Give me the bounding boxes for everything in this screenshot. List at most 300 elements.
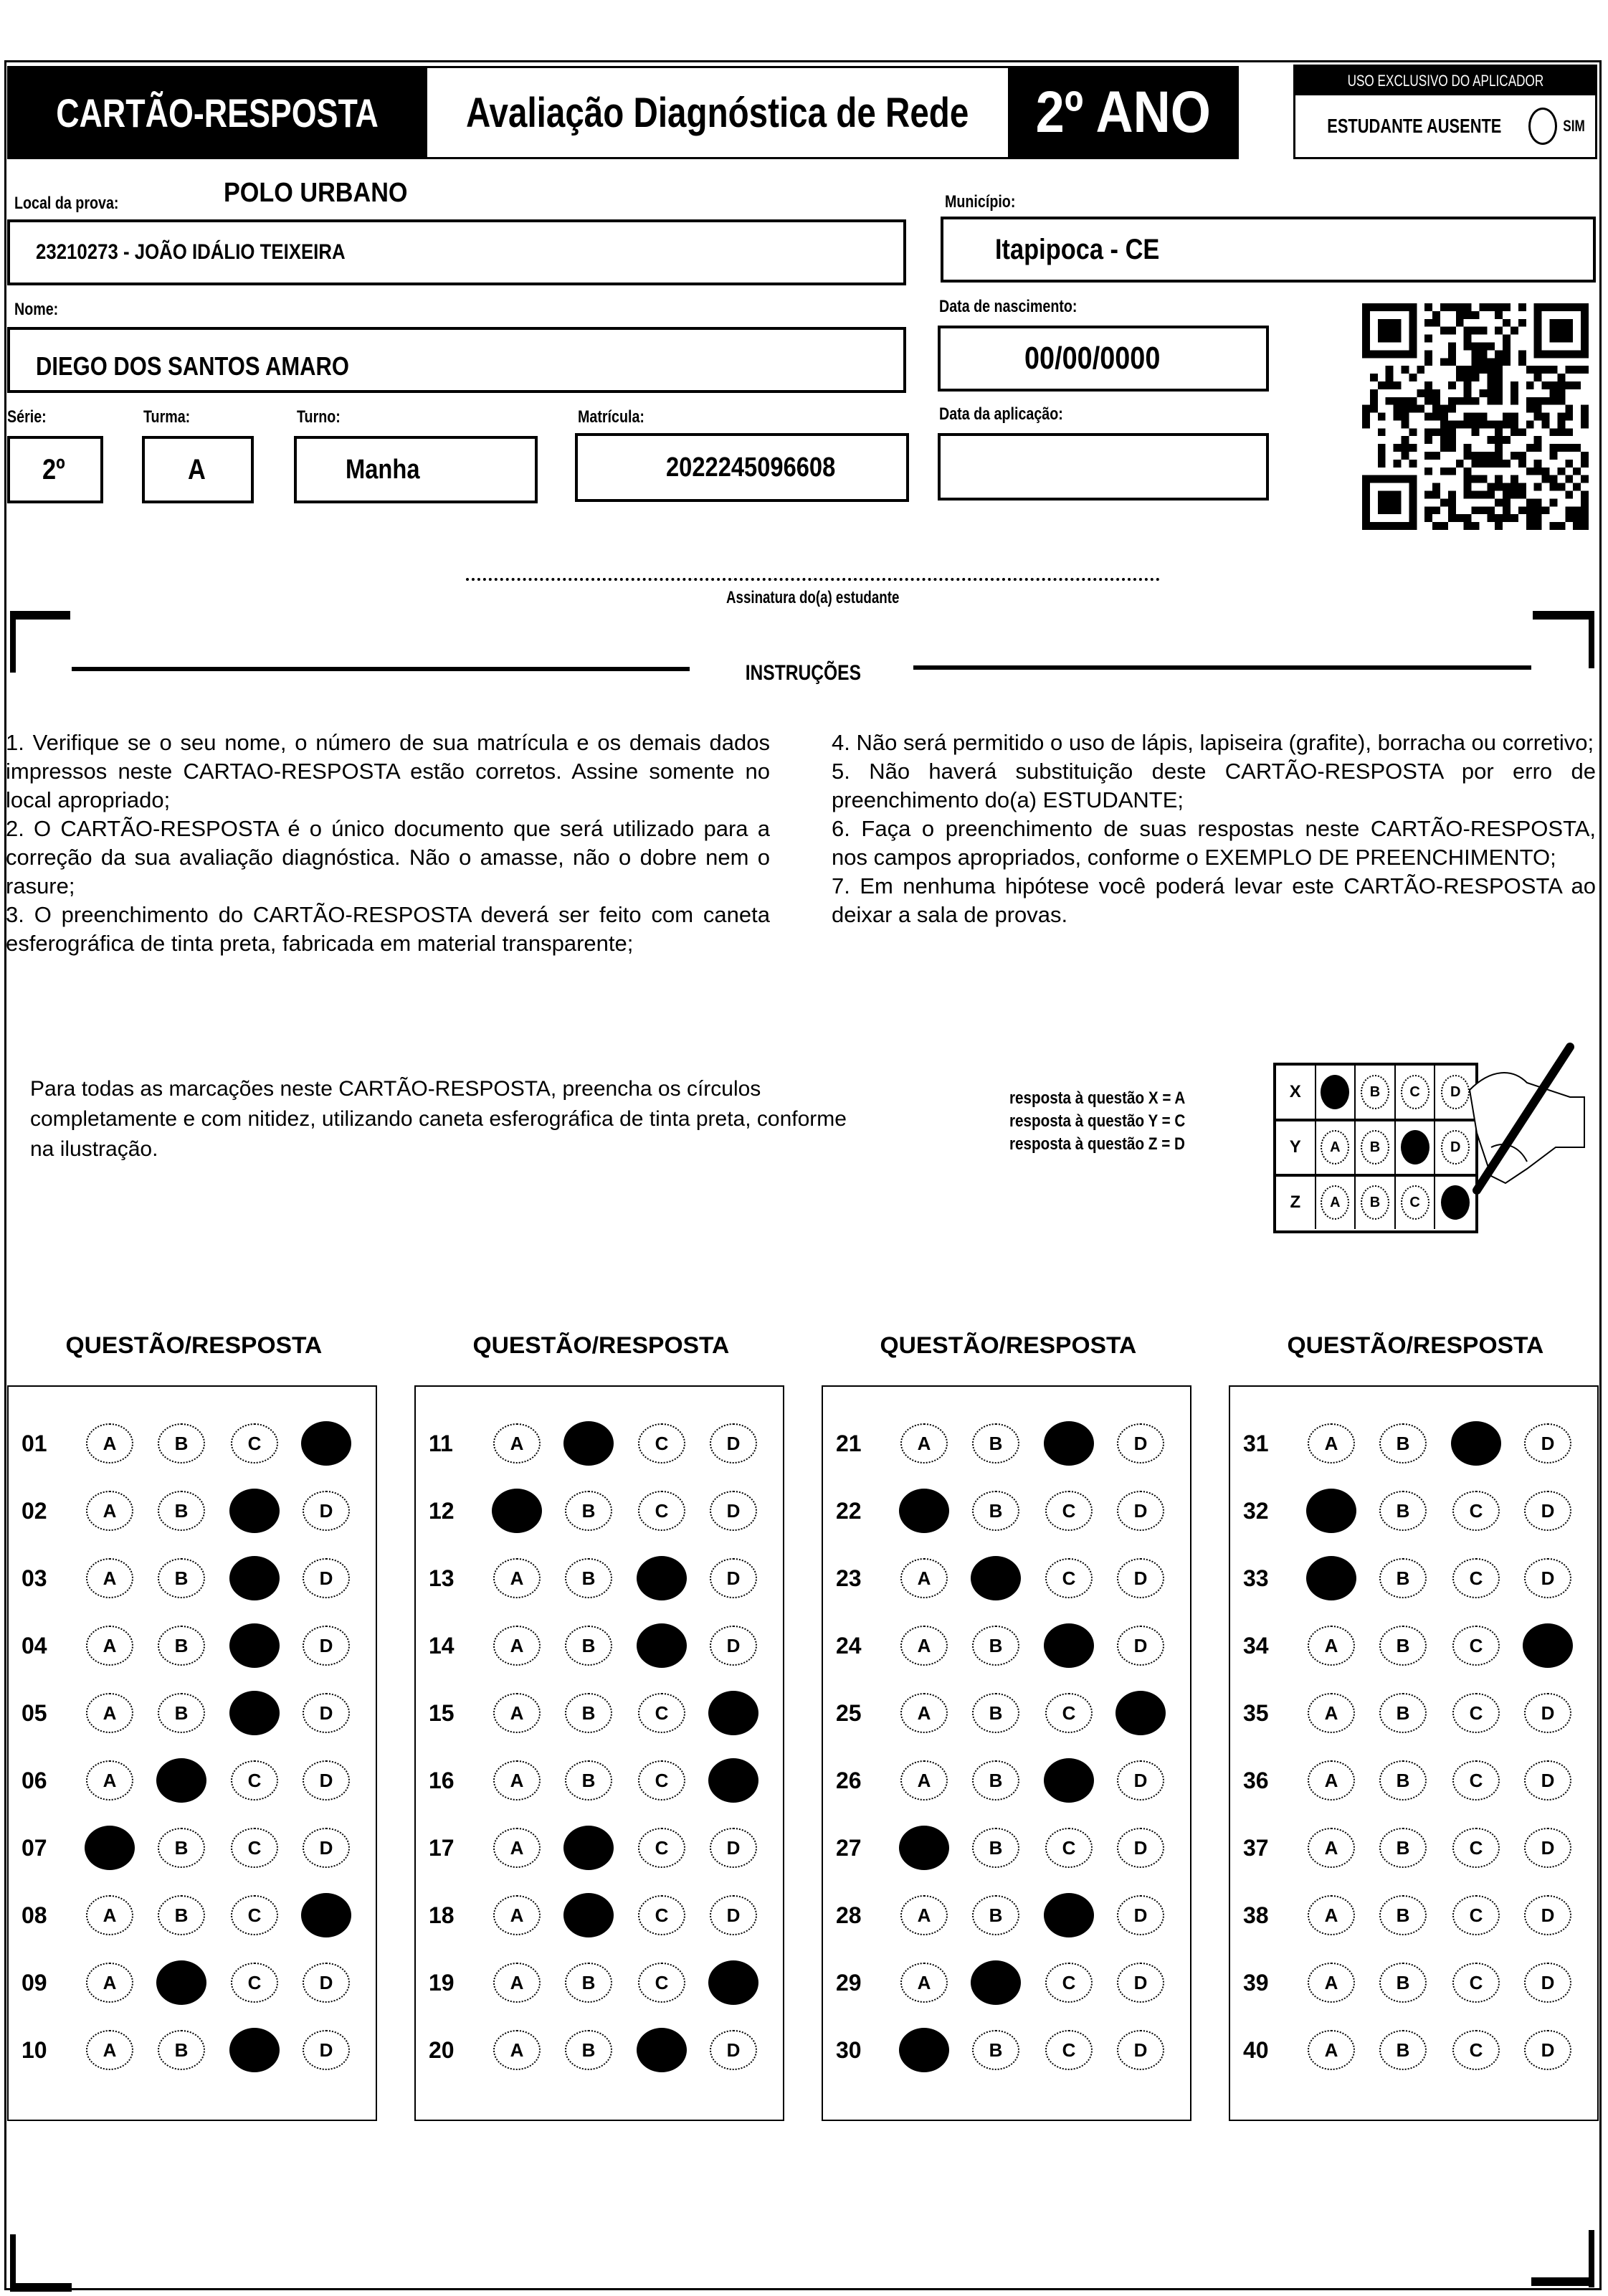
answer-bubble-20-a[interactable]: A [493, 2030, 541, 2070]
question-row [416, 1882, 783, 1949]
answer-bubble-07-d[interactable]: D [303, 1828, 350, 1868]
question-number: 35 [1243, 1699, 1269, 1726]
answer-bubble-29-c[interactable]: C [1045, 1963, 1093, 2003]
answer-bubble-03-c[interactable] [229, 1556, 280, 1600]
answer-bubble-30-a[interactable] [899, 2028, 949, 2072]
answer-bubble-28-c[interactable] [1044, 1893, 1094, 1937]
example-cell [1316, 1176, 1356, 1229]
question-row [1230, 1747, 1597, 1814]
registration-mark-top-left-vert [10, 611, 16, 673]
answer-bubble-13-c[interactable] [637, 1556, 687, 1600]
example-legend-item: resposta à questão Y = C [1009, 1111, 1186, 1131]
question-row [823, 1679, 1190, 1747]
answer-bubble-17-c[interactable]: C [638, 1828, 685, 1868]
answer-bubble-08-c[interactable]: C [231, 1895, 278, 1935]
answer-bubble-01-d[interactable] [301, 1421, 351, 1466]
question-row [823, 1410, 1190, 1477]
answer-bubble-10-d[interactable]: D [303, 2030, 350, 2070]
registration-mark-top-left [10, 611, 70, 620]
grade-badge [1008, 66, 1239, 159]
answer-bubble-03-a[interactable]: A [86, 1558, 133, 1598]
nascimento-label: Data de nascimento: [939, 297, 1077, 316]
question-number: 04 [22, 1632, 47, 1659]
answer-bubble-23-b[interactable] [971, 1556, 1021, 1600]
question-number: 30 [836, 2036, 862, 2063]
answer-bubble-04-d[interactable]: D [303, 1626, 350, 1666]
answer-bubble-05-c[interactable] [229, 1691, 280, 1735]
question-row [1230, 1949, 1597, 2016]
aplicacao-label: Data da aplicação: [939, 404, 1063, 424]
answer-bubble-38-b[interactable]: B [1379, 1895, 1427, 1935]
answer-bubble-21-b[interactable]: B [972, 1423, 1019, 1464]
answer-bubble-14-b[interactable]: B [565, 1626, 612, 1666]
question-row [9, 1477, 376, 1545]
nascimento-field [938, 326, 1269, 392]
answer-bubble-05-b[interactable]: B [158, 1693, 205, 1733]
question-row [416, 2016, 783, 2084]
answer-bubble-10-c[interactable] [229, 2028, 280, 2072]
answer-bubble-25-d[interactable] [1115, 1691, 1166, 1735]
question-row [1230, 2016, 1597, 2084]
answer-bubble-16-c[interactable]: C [638, 1760, 685, 1801]
answer-bubble-29-d[interactable]: D [1117, 1963, 1164, 2003]
answer-bubble-39-b[interactable]: B [1379, 1963, 1427, 2003]
instruction-item: 1. Verifique se o seu nome, o número de sua matrícula e os demais dados impressos neste CARTAO-RESPOSTA estão corretos. Assine somente no local apropriado; [6, 730, 770, 812]
answer-bubble-20-c[interactable] [637, 2028, 687, 2072]
answer-bubble-22-d[interactable]: D [1117, 1491, 1164, 1531]
answer-panel [414, 1385, 784, 2121]
turma-label: Turma: [143, 407, 191, 427]
serie-field [7, 436, 103, 503]
answer-bubble-28-b[interactable]: B [972, 1895, 1019, 1935]
answer-bubble-20-d[interactable]: D [710, 2030, 757, 2070]
answer-bubble-02-a[interactable]: A [86, 1491, 133, 1531]
municipio-value: Itapipoca - CE [995, 233, 1160, 265]
answer-bubble-25-a[interactable]: A [900, 1693, 948, 1733]
answer-bubble-17-a[interactable]: A [493, 1828, 541, 1868]
fill-instruction: Para todas as marcações neste CARTÃO-RESPOSTA, preencha os círculos completamente e com nitidez, utilizando caneta esferográfica de tinta preta, conforme na ilustração. [30, 1077, 847, 1161]
question-number: 34 [1243, 1632, 1269, 1659]
answer-bubble-11-d[interactable]: D [710, 1423, 757, 1464]
question-number: 38 [1243, 1902, 1269, 1928]
answer-bubble-36-a[interactable]: A [1308, 1760, 1355, 1801]
instruction-item: 2. O CARTÃO-RESPOSTA é o único documento que será utilizado para a correção da sua avaliação diagnóstica. Não o amasse, não o dobre nem o rasure; [6, 816, 770, 898]
question-number: 17 [429, 1834, 455, 1861]
example-bubble-x-b: B [1361, 1075, 1389, 1109]
answer-bubble-36-d[interactable]: D [1524, 1760, 1571, 1801]
answer-bubble-35-d[interactable]: D [1524, 1693, 1571, 1733]
answer-bubble-40-a[interactable]: A [1308, 2030, 1355, 2070]
answer-bubble-07-a[interactable] [85, 1826, 135, 1870]
question-number: 39 [1243, 1969, 1269, 1996]
question-row [1230, 1882, 1597, 1949]
question-number: 28 [836, 1902, 862, 1928]
answer-bubble-30-c[interactable]: C [1045, 2030, 1093, 2070]
local-value: POLO URBANO [224, 178, 408, 208]
question-number: 07 [22, 1834, 47, 1861]
question-row [9, 1747, 376, 1814]
answer-bubble-31-c[interactable] [1451, 1421, 1501, 1466]
answer-bubble-26-a[interactable]: A [900, 1760, 948, 1801]
answer-bubble-01-c[interactable]: C [231, 1423, 278, 1464]
example-legend-item: resposta à questão Z = D [1009, 1134, 1185, 1154]
answer-bubble-32-c[interactable]: C [1452, 1491, 1500, 1531]
answer-bubble-21-a[interactable]: A [900, 1423, 948, 1464]
answer-bubble-10-a[interactable]: A [86, 2030, 133, 2070]
question-row [823, 1882, 1190, 1949]
answer-bubble-39-c[interactable]: C [1452, 1963, 1500, 2003]
example-bubble-z-a: A [1321, 1185, 1349, 1220]
answer-bubble-34-a[interactable]: A [1308, 1626, 1355, 1666]
example-cell [1316, 1066, 1356, 1119]
question-row [823, 1814, 1190, 1882]
question-row [9, 1410, 376, 1477]
example-legend [1009, 1087, 1214, 1156]
answer-bubble-27-a[interactable] [899, 1826, 949, 1870]
local-label: Local da prova: [14, 194, 119, 213]
answer-bubble-02-b[interactable]: B [158, 1491, 205, 1531]
answer-bubble-23-a[interactable]: A [900, 1558, 948, 1598]
answer-bubble-05-a[interactable]: A [86, 1693, 133, 1733]
question-number: 24 [836, 1632, 862, 1659]
matricula-label: Matrícula: [578, 407, 644, 427]
answer-bubble-04-b[interactable]: B [158, 1626, 205, 1666]
answer-bubble-18-d[interactable]: D [710, 1895, 757, 1935]
answer-bubble-15-b[interactable]: B [565, 1693, 612, 1733]
question-number: 31 [1243, 1430, 1269, 1456]
answer-bubble-10-b[interactable]: B [158, 2030, 205, 2070]
answer-bubble-23-c[interactable]: C [1045, 1558, 1093, 1598]
signature-line[interactable] [466, 578, 1160, 581]
answer-bubble-23-d[interactable]: D [1117, 1558, 1164, 1598]
answer-bubble-33-d[interactable]: D [1524, 1558, 1571, 1598]
instructions-rule-right [913, 665, 1531, 670]
example-bubble-x-a [1321, 1075, 1349, 1109]
answer-bubble-40-c[interactable]: C [1452, 2030, 1500, 2070]
answer-bubble-36-c[interactable]: C [1452, 1760, 1500, 1801]
question-row [1230, 1410, 1597, 1477]
question-row [823, 2016, 1190, 2084]
turma-field [142, 436, 254, 503]
answer-bubble-38-d[interactable]: D [1524, 1895, 1571, 1935]
question-number: 16 [429, 1767, 455, 1793]
answer-bubble-16-a[interactable]: A [493, 1760, 541, 1801]
answer-bubble-13-a[interactable]: A [493, 1558, 541, 1598]
answer-bubble-22-c[interactable]: C [1045, 1491, 1093, 1531]
applicator-box-title [1295, 67, 1595, 95]
example-cell [1356, 1121, 1396, 1174]
question-number: 15 [429, 1699, 455, 1726]
question-row [9, 1612, 376, 1679]
question-number: 18 [429, 1902, 455, 1928]
example-bubble-y-a: A [1321, 1130, 1349, 1164]
answer-bubble-28-a[interactable]: A [900, 1895, 948, 1935]
answer-bubble-33-b[interactable]: B [1379, 1558, 1427, 1598]
question-row [416, 1814, 783, 1882]
answer-bubble-26-d[interactable]: D [1117, 1760, 1164, 1801]
question-number: 02 [22, 1497, 47, 1524]
answer-bubble-34-c[interactable]: C [1452, 1626, 1500, 1666]
answer-bubble-14-d[interactable]: D [710, 1626, 757, 1666]
answer-bubble-09-c[interactable]: C [231, 1963, 278, 2003]
question-number: 37 [1243, 1834, 1269, 1861]
answer-bubble-01-a[interactable]: A [86, 1423, 133, 1464]
answer-bubble-36-b[interactable]: B [1379, 1760, 1427, 1801]
answer-bubble-19-d[interactable] [708, 1960, 758, 2005]
answer-bubble-06-c[interactable]: C [231, 1760, 278, 1801]
answer-bubble-19-b[interactable]: B [565, 1963, 612, 2003]
answer-bubble-28-d[interactable]: D [1117, 1895, 1164, 1935]
answer-bubble-29-a[interactable]: A [900, 1963, 948, 2003]
answer-bubble-39-a[interactable]: A [1308, 1963, 1355, 2003]
answer-bubble-27-d[interactable]: D [1117, 1828, 1164, 1868]
qr-code [1362, 303, 1589, 531]
answer-bubble-22-b[interactable]: B [972, 1491, 1019, 1531]
answer-bubble-19-c[interactable]: C [638, 1963, 685, 2003]
answer-bubble-37-c[interactable]: C [1452, 1828, 1500, 1868]
answer-bubble-11-a[interactable]: A [493, 1423, 541, 1464]
answer-bubble-05-d[interactable]: D [303, 1693, 350, 1733]
question-row [416, 1612, 783, 1679]
example-bubble-y-b: B [1361, 1130, 1389, 1164]
answer-bubble-13-d[interactable]: D [710, 1558, 757, 1598]
answer-bubble-31-a[interactable]: A [1308, 1423, 1355, 1464]
answer-bubble-06-d[interactable]: D [303, 1760, 350, 1801]
example-row-label: Y [1276, 1121, 1316, 1174]
question-number: 03 [22, 1565, 47, 1591]
answer-bubble-19-a[interactable]: A [493, 1963, 541, 2003]
answer-bubble-26-b[interactable]: B [972, 1760, 1019, 1801]
answer-bubble-21-c[interactable] [1044, 1421, 1094, 1466]
answer-bubble-03-d[interactable]: D [303, 1558, 350, 1598]
instructions-left-column [6, 729, 770, 958]
question-number: 08 [22, 1902, 47, 1928]
evaluation-title-box [427, 66, 1008, 159]
answer-bubble-09-a[interactable]: A [86, 1963, 133, 2003]
answer-bubble-34-d[interactable] [1523, 1623, 1573, 1668]
column-header: QUESTÃO/RESPOSTA [65, 1332, 322, 1358]
question-row [9, 2016, 376, 2084]
student-absent-bubble[interactable] [1528, 108, 1557, 145]
question-number: 14 [429, 1632, 455, 1659]
answer-bubble-37-d[interactable]: D [1524, 1828, 1571, 1868]
answer-bubble-37-b[interactable]: B [1379, 1828, 1427, 1868]
answer-bubble-09-d[interactable]: D [303, 1963, 350, 2003]
answer-bubble-12-a[interactable] [492, 1489, 542, 1533]
answer-bubble-32-d[interactable]: D [1524, 1491, 1571, 1531]
answer-bubble-24-c[interactable] [1044, 1623, 1094, 1668]
answer-bubble-35-a[interactable]: A [1308, 1693, 1355, 1733]
answer-bubble-26-c[interactable] [1044, 1758, 1094, 1803]
answer-bubble-15-c[interactable]: C [638, 1693, 685, 1733]
answer-bubble-15-a[interactable]: A [493, 1693, 541, 1733]
answer-bubble-35-c[interactable]: C [1452, 1693, 1500, 1733]
answer-bubble-15-d[interactable] [708, 1691, 758, 1735]
answer-bubble-33-a[interactable] [1306, 1556, 1356, 1600]
nome-field [7, 327, 906, 393]
answer-bubble-35-b[interactable]: B [1379, 1693, 1427, 1733]
answer-bubble-32-a[interactable] [1306, 1489, 1356, 1533]
answer-bubble-06-a[interactable]: A [86, 1760, 133, 1801]
answer-bubble-30-d[interactable]: D [1117, 2030, 1164, 2070]
question-row [1230, 1814, 1597, 1882]
answer-bubble-14-a[interactable]: A [493, 1626, 541, 1666]
municipio-field [941, 217, 1596, 283]
answer-bubble-24-b[interactable]: B [972, 1626, 1019, 1666]
hand-pen-illustration [1448, 1040, 1592, 1212]
answer-bubble-25-c[interactable]: C [1045, 1693, 1093, 1733]
answer-bubble-33-c[interactable]: C [1452, 1558, 1500, 1598]
question-number: 01 [22, 1430, 47, 1456]
answer-bubble-18-b[interactable] [563, 1893, 614, 1937]
answer-bubble-12-b[interactable]: B [565, 1491, 612, 1531]
example-bubble-y-c [1401, 1130, 1429, 1164]
question-number: 19 [429, 1969, 455, 1996]
grade-badge-text: 2º ANO [1035, 80, 1212, 145]
example-row-label: X [1276, 1066, 1316, 1119]
question-number: 26 [836, 1767, 862, 1793]
answer-bubble-30-b[interactable]: B [972, 2030, 1019, 2070]
question-row [9, 1545, 376, 1612]
answer-bubble-18-c[interactable]: C [638, 1895, 685, 1935]
answer-bubble-31-b[interactable]: B [1379, 1423, 1427, 1464]
answer-bubble-07-c[interactable]: C [231, 1828, 278, 1868]
question-number: 33 [1243, 1565, 1269, 1591]
answer-bubble-01-b[interactable]: B [158, 1423, 205, 1464]
instruction-item: 6. Faça o preenchimento de suas respostas neste CARTÃO-RESPOSTA, nos campos apropriados, conforme o EXEMPLO DE PREENCHIMENTO; [832, 816, 1596, 870]
answer-bubble-22-a[interactable] [899, 1489, 949, 1533]
question-row [1230, 1477, 1597, 1545]
evaluation-title: Avaliação Diagnóstica de Rede [466, 89, 969, 136]
answer-bubble-11-c[interactable]: C [638, 1423, 685, 1464]
signature-label: Assinatura do(a) estudante [726, 588, 900, 607]
column-header: QUESTÃO/RESPOSTA [1287, 1332, 1543, 1358]
answer-bubble-31-d[interactable]: D [1524, 1423, 1571, 1464]
answer-bubble-06-b[interactable] [156, 1758, 206, 1803]
answer-bubble-08-a[interactable]: A [86, 1895, 133, 1935]
example-row [1276, 1176, 1475, 1229]
answer-bubble-13-b[interactable]: B [565, 1558, 612, 1598]
answer-bubble-08-d[interactable] [301, 1893, 351, 1937]
answer-bubble-25-b[interactable]: B [972, 1693, 1019, 1733]
answer-bubble-21-d[interactable]: D [1117, 1423, 1164, 1464]
question-row [9, 1814, 376, 1882]
answer-bubble-40-d[interactable]: D [1524, 2030, 1571, 2070]
student-absent-row [1295, 95, 1595, 157]
example-cell [1356, 1176, 1396, 1229]
card-title: CARTÃO-RESPOSTA [56, 90, 379, 136]
answer-bubble-34-b[interactable]: B [1379, 1626, 1427, 1666]
answer-bubble-07-b[interactable]: B [158, 1828, 205, 1868]
answer-bubble-03-b[interactable]: B [158, 1558, 205, 1598]
aplicacao-field[interactable] [938, 433, 1269, 501]
answer-bubble-04-a[interactable]: A [86, 1626, 133, 1666]
question-row [1230, 1612, 1597, 1679]
answer-bubble-40-b[interactable]: B [1379, 2030, 1427, 2070]
nome-label: Nome: [14, 300, 59, 319]
nascimento-value: 00/00/0000 [1024, 341, 1161, 376]
answer-bubble-27-c[interactable]: C [1045, 1828, 1093, 1868]
question-number: 32 [1243, 1497, 1269, 1524]
question-row [416, 1410, 783, 1477]
question-number: 10 [22, 2036, 47, 2063]
question-number: 09 [22, 1969, 47, 1996]
student-absent-yes-label: SIM [1563, 117, 1586, 135]
instructions-rule-left [72, 667, 690, 671]
question-row [9, 1882, 376, 1949]
answer-bubble-24-d[interactable]: D [1117, 1626, 1164, 1666]
answer-bubble-20-b[interactable]: B [565, 2030, 612, 2070]
example-row [1276, 1066, 1475, 1121]
question-number: 23 [836, 1565, 862, 1591]
answer-bubble-02-c[interactable] [229, 1489, 280, 1533]
answer-bubble-12-c[interactable]: C [638, 1491, 685, 1531]
question-number: 27 [836, 1834, 862, 1861]
example-legend-item: resposta à questão X = A [1009, 1088, 1186, 1108]
question-row [416, 1949, 783, 2016]
example-bubble-x-d: D [1441, 1075, 1470, 1109]
question-row [9, 1679, 376, 1747]
question-number: 12 [429, 1497, 455, 1524]
question-row [823, 1747, 1190, 1814]
question-row [416, 1477, 783, 1545]
answer-bubble-09-b[interactable] [156, 1960, 206, 2005]
answer-bubble-17-d[interactable]: D [710, 1828, 757, 1868]
answer-bubble-08-b[interactable]: B [158, 1895, 205, 1935]
answer-bubble-29-b[interactable] [971, 1960, 1021, 2005]
answer-bubble-17-b[interactable] [563, 1826, 614, 1870]
answer-bubble-02-d[interactable]: D [303, 1491, 350, 1531]
example-cell [1396, 1176, 1436, 1229]
answer-bubble-14-c[interactable] [637, 1623, 687, 1668]
answer-bubble-11-b[interactable] [563, 1421, 614, 1466]
answer-bubble-37-a[interactable]: A [1308, 1828, 1355, 1868]
answer-bubble-32-b[interactable]: B [1379, 1491, 1427, 1531]
example-cell [1316, 1121, 1356, 1174]
answer-bubble-39-d[interactable]: D [1524, 1963, 1571, 2003]
answer-bubble-16-d[interactable] [708, 1758, 758, 1803]
answer-bubble-38-c[interactable]: C [1452, 1895, 1500, 1935]
question-row [823, 1545, 1190, 1612]
applicator-box [1293, 65, 1597, 159]
question-number: 40 [1243, 2036, 1269, 2063]
serie-value: 2º [42, 453, 65, 485]
applicator-title-text: USO EXCLUSIVO DO APLICADOR [1347, 72, 1543, 90]
question-number: 29 [836, 1969, 862, 1996]
answer-bubble-16-b[interactable]: B [565, 1760, 612, 1801]
question-number: 22 [836, 1497, 862, 1524]
question-row [823, 1612, 1190, 1679]
answer-bubble-12-d[interactable]: D [710, 1491, 757, 1531]
nome-value: DIEGO DOS SANTOS AMARO [36, 351, 349, 381]
answer-bubble-27-b[interactable]: B [972, 1828, 1019, 1868]
answer-bubble-04-c[interactable] [229, 1623, 280, 1668]
school-field [7, 219, 906, 285]
example-bubble-x-c: C [1401, 1075, 1429, 1109]
answer-bubble-18-a[interactable]: A [493, 1895, 541, 1935]
question-number: 11 [429, 1430, 453, 1456]
answer-bubble-38-a[interactable]: A [1308, 1895, 1355, 1935]
example-cell [1396, 1121, 1436, 1174]
card-title-banner [7, 66, 427, 159]
example-row-label: Z [1276, 1176, 1316, 1229]
municipio-label: Município: [945, 192, 1016, 212]
answer-bubble-24-a[interactable]: A [900, 1626, 948, 1666]
question-row [416, 1545, 783, 1612]
answer-panel [1229, 1385, 1599, 2121]
question-number: 13 [429, 1565, 455, 1591]
question-number: 05 [22, 1699, 47, 1726]
